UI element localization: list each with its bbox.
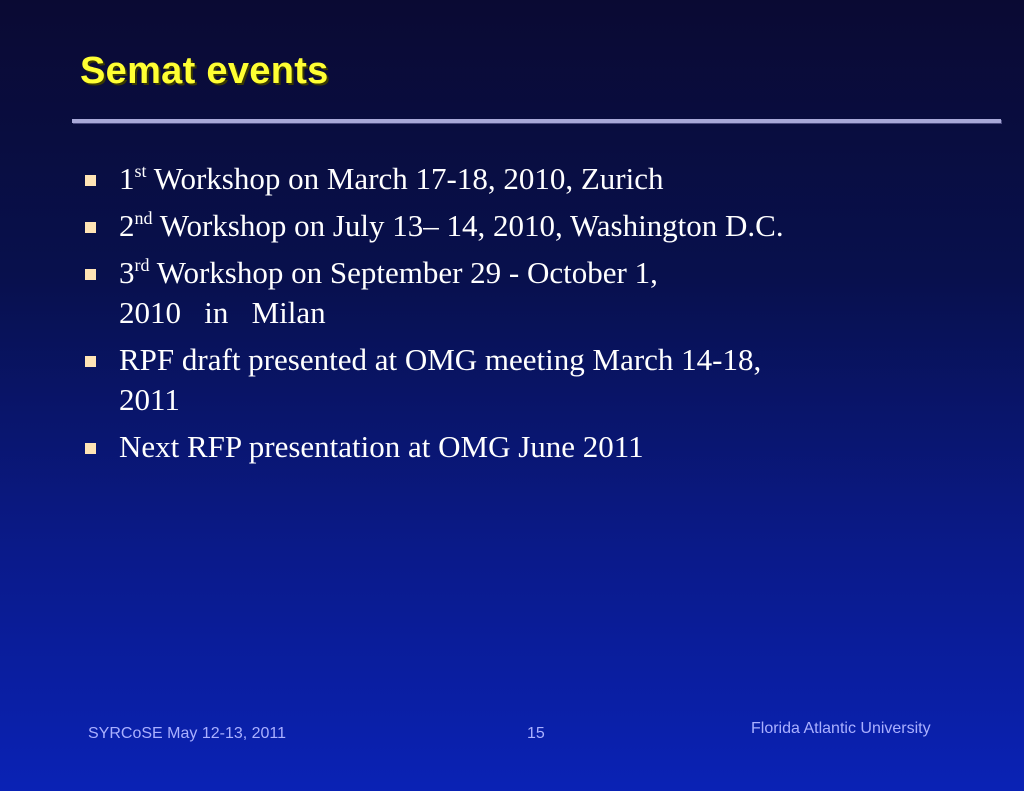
ordinal-number: 3 xyxy=(119,255,135,290)
title-divider xyxy=(72,119,1001,123)
footer-organization: Florida Atlantic University xyxy=(751,720,931,737)
footer-page-number: 15 xyxy=(527,725,545,742)
bullet-text: Next RFP presentation at OMG June 2011 xyxy=(119,429,644,464)
bullet-text: Workshop on July 13– 14, 2010, Washington D.C. xyxy=(152,208,784,243)
ordinal-number: 2 xyxy=(119,208,135,243)
ordinal-suffix: st xyxy=(134,161,147,181)
bullet-text-continuation: 2011 xyxy=(119,382,180,417)
bullet-item-workshop-2 xyxy=(80,206,1000,246)
bullet-text: RPF draft presented at OMG meeting March 14-18, xyxy=(119,342,762,377)
bullet-text-continuation: 2010 in Milan xyxy=(119,295,326,330)
bullet-text: Workshop on March 17-18, 2010, Zurich xyxy=(146,161,664,196)
square-bullet-icon xyxy=(85,356,96,367)
slide-title: Semat events xyxy=(80,50,329,92)
bullet-item-rfp-presentation xyxy=(80,427,1000,467)
footer-event: SYRCoSE May 12-13, 2011 xyxy=(88,725,287,742)
bullet-item-workshop-3 xyxy=(80,253,1000,333)
square-bullet-icon xyxy=(85,443,96,454)
bullet-list xyxy=(80,159,1000,474)
ordinal-number: 1 xyxy=(119,161,135,196)
bullet-item-rfp-draft xyxy=(80,340,1000,420)
ordinal-suffix: nd xyxy=(134,208,153,228)
square-bullet-icon xyxy=(85,222,96,233)
bullet-item-workshop-1 xyxy=(80,159,1000,199)
square-bullet-icon xyxy=(85,269,96,280)
square-bullet-icon xyxy=(85,175,96,186)
bullet-text: Workshop on September 29 - October 1, xyxy=(149,255,658,290)
ordinal-suffix: rd xyxy=(134,255,150,275)
